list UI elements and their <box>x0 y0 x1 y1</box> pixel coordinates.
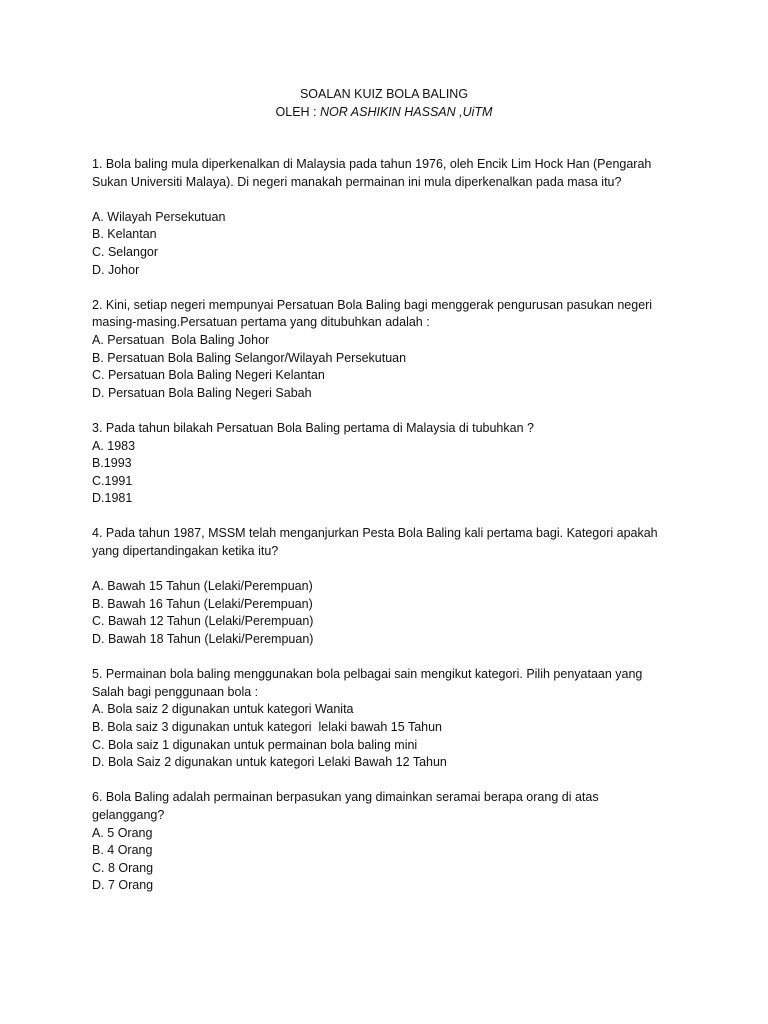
document-byline <box>0 104 768 122</box>
question-text: 3. Pada tahun bilakah Persatuan Bola Baling pertama di Malaysia di tubuhkan ? <box>92 420 534 435</box>
question-text: 1. Bola baling mula diperkenalkan di Malaysia pada tahun 1976, oleh Encik Lim Hock Han (Pengarah <box>92 157 652 171</box>
answer-option: D. Johor <box>92 262 140 277</box>
answer-option: C. Selangor <box>92 244 159 259</box>
answer-option: B. Kelantan <box>92 227 157 242</box>
answer-option: A. Bawah 15 Tahun (Lelaki/Perempuan) <box>92 579 313 594</box>
answer-option: A. 1983 <box>92 438 136 453</box>
answer-option: A. Wilayah Persekutuan <box>92 209 226 224</box>
question-text: 6. Bola Baling adalah permainan berpasukan yang dimainkan seramai berapa orang di atas <box>92 790 599 805</box>
answer-option: C. 8 Orang <box>92 860 154 875</box>
answer-option: B. Bawah 16 Tahun (Lelaki/Perempuan) <box>92 596 313 611</box>
document-title: SOALAN KUIZ BOLA BALING <box>299 87 469 101</box>
answer-option: A. Bola saiz 2 digunakan untuk kategori Wanita <box>92 702 354 717</box>
question-text: masing-masing.Persatuan pertama yang ditubuhkan adalah : <box>92 315 430 330</box>
byline-author: NOR ASHIKIN HASSAN ,UiTM <box>319 104 493 119</box>
question-1 <box>92 156 692 279</box>
question-text: yang dipertandingakan ketika itu? <box>92 544 279 559</box>
answer-option: C. Persatuan Bola Baling Negeri Kelantan <box>92 368 325 383</box>
answer-option: C. Bawah 12 Tahun (Lelaki/Perempuan) <box>92 614 314 629</box>
answer-option: B.1993 <box>92 456 132 471</box>
question-text: gelanggang? <box>92 807 165 822</box>
question-2 <box>92 297 692 403</box>
question-text: Salah bagi penggunaan bola : <box>92 684 259 699</box>
answer-option: D.1981 <box>92 491 133 506</box>
answer-option: D. Persatuan Bola Baling Negeri Sabah <box>92 385 312 400</box>
question-text: 2. Kini, setiap negeri mempunyai Persatuan Bola Baling bagi menggerak pengurusan pasukan negeri <box>92 297 653 312</box>
question-text: 5. Permainan bola baling menggunakan bola pelbagai sain mengikut kategori. Pilih penyataan yang <box>92 667 643 682</box>
document-header <box>0 86 768 121</box>
answer-option: A. 5 Orang <box>92 825 153 840</box>
answer-option: C.1991 <box>92 473 133 488</box>
answer-option: A. Persatuan Bola Baling Johor <box>92 332 270 347</box>
question-4 <box>92 525 692 648</box>
quiz-body <box>92 156 692 913</box>
question-3 <box>92 420 692 508</box>
question-5 <box>92 666 692 772</box>
answer-option: D. Bola Saiz 2 digunakan untuk kategori Lelaki Bawah 12 Tahun <box>92 755 447 770</box>
answer-option: D. 7 Orang <box>92 878 154 893</box>
answer-option: C. Bola saiz 1 digunakan untuk permainan bola baling mini <box>92 737 418 752</box>
question-6 <box>92 789 692 895</box>
byline-prefix: OLEH : <box>275 104 320 119</box>
question-text: 4. Pada tahun 1987, MSSM telah menganjurkan Pesta Bola Baling kali pertama bagi. Kategori apakah <box>92 526 658 541</box>
answer-option: D. Bawah 18 Tahun (Lelaki/Perempuan) <box>92 632 314 647</box>
question-text: Sukan Universiti Malaya). Di negeri manakah permainan ini mula diperkenalkan pada masa itu? <box>92 174 622 189</box>
answer-option: B. 4 Orang <box>92 843 153 858</box>
answer-option: B. Bola saiz 3 digunakan untuk kategori lelaki bawah 15 Tahun <box>92 720 443 734</box>
answer-option: B. Persatuan Bola Baling Selangor/Wilayah Persekutuan <box>92 350 407 365</box>
